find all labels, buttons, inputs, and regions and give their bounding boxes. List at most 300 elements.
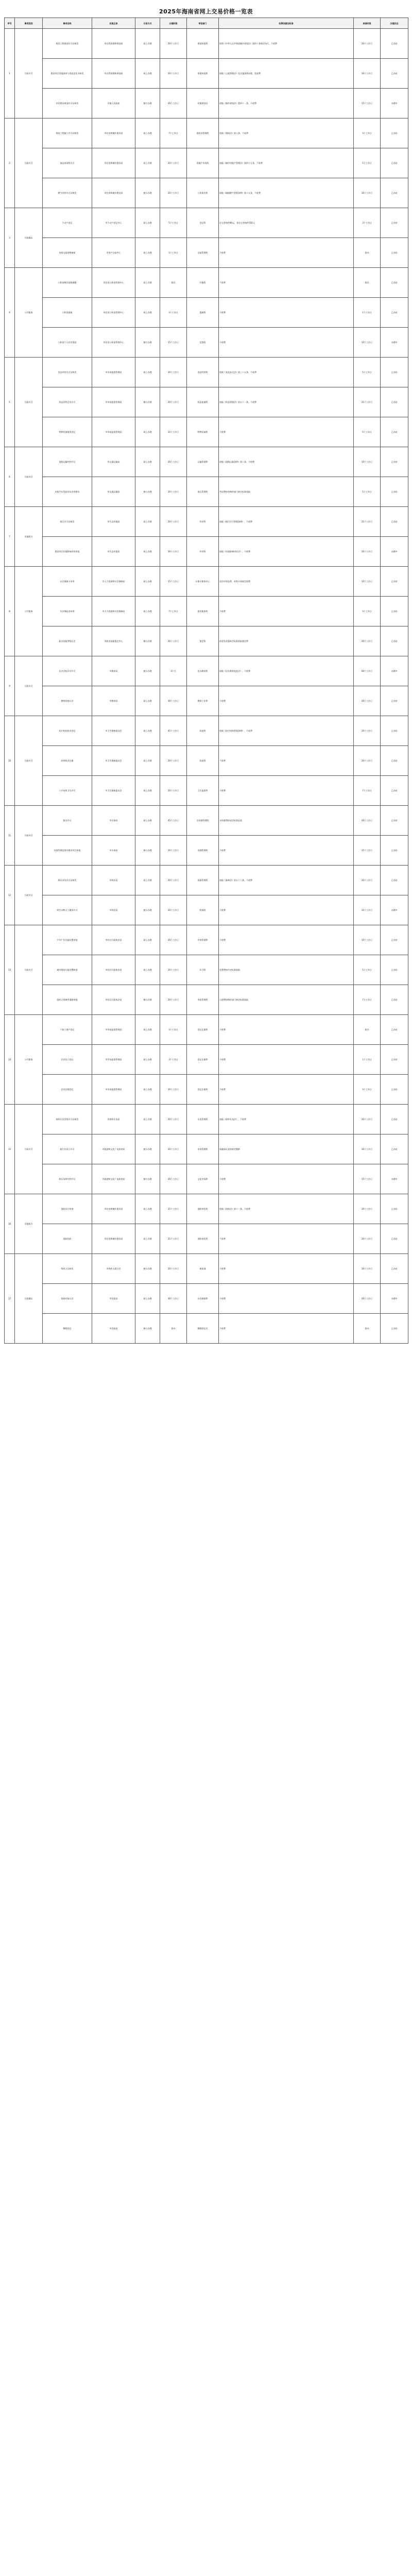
name-cell: 消防验收 [43, 1224, 92, 1254]
name-cell: 取水许可 [43, 806, 92, 836]
dept-cell: 环评科 [187, 507, 219, 537]
status-cell: 已办结 [381, 567, 408, 597]
table-row [5, 866, 408, 895]
status-cell: 已办结 [381, 597, 408, 626]
body-cell: 市生态环境局 [92, 537, 135, 567]
basis-cell: 依据《城市房地产管理法》第四十五条，不收费 [219, 148, 354, 178]
name-cell: 公积金个人住房贷款 [43, 328, 92, 358]
promise-cell: 5个工作日 [354, 358, 381, 387]
category-cell: 行政许可 [15, 866, 43, 925]
category-cell: 行政许可 [15, 716, 43, 806]
mode-cell: 窗口办理 [135, 1254, 160, 1284]
table-row [5, 716, 408, 746]
table-row [5, 1194, 408, 1224]
status-cell: 已办结 [381, 358, 408, 387]
basis-cell: 处置费按市定标准收取 [219, 955, 354, 985]
promise-cell: 10个工作日 [354, 1224, 381, 1254]
basis-cell: 按省发改委核定标准收取鉴定费 [219, 626, 354, 656]
basis-cell: 住宅类每件80元，非住宅类每件550元 [219, 208, 354, 238]
basis-cell: 依据《烟草专卖法》，不收费 [219, 1105, 354, 1134]
body-cell: 市住房公积金管理中心 [92, 328, 135, 358]
row-number-cell: 7 [5, 507, 15, 567]
body-cell: 市旅游和文化广电体育局 [92, 1164, 135, 1194]
body-cell: 市人力资源和社会保障局 [92, 567, 135, 597]
name-cell: 医师执业注册 [43, 746, 92, 776]
limit-cell: 20个工作日 [160, 89, 187, 118]
body-cell: 市残疾人联合会 [92, 1254, 135, 1284]
basis-cell: 依据《城乡规划法》第四十一条，不收费 [219, 89, 354, 118]
basis-cell: 不收费 [219, 1284, 354, 1314]
mode-cell: 网上办理 [135, 447, 160, 477]
dept-cell: 市容管理科 [187, 925, 219, 955]
promise-cell: 60个工作日 [354, 656, 381, 686]
body-cell: 市住房公积金管理中心 [92, 268, 135, 298]
mode-cell: 窗口办理 [135, 895, 160, 925]
dept-cell: 康复部 [187, 1254, 219, 1284]
column-header: 承诺时限 [354, 18, 381, 29]
status-cell: 已办结 [381, 925, 408, 955]
column-header: 审批部门 [187, 18, 219, 29]
status-cell: 已办结 [381, 746, 408, 776]
row-number-cell: 17 [5, 1254, 15, 1344]
basis-cell: 不收费 [219, 1015, 354, 1045]
dept-cell: 就业服务科 [187, 597, 219, 626]
table-row [5, 1045, 408, 1075]
limit-cell: 20个工作日 [160, 387, 187, 417]
mode-cell: 网上办理 [135, 148, 160, 178]
promise-cell: 7个工作日 [354, 985, 381, 1015]
mode-cell: 窗口办理 [135, 387, 160, 417]
status-cell: 已办结 [381, 1314, 408, 1344]
limit-cell: 20个工作日 [160, 746, 187, 776]
basis-cell: 不收费 [219, 686, 354, 716]
promise-cell: 15个工作日 [354, 836, 381, 866]
limit-cell: 20个工作日 [160, 985, 187, 1015]
promise-cell: 10个工作日 [354, 1105, 381, 1134]
name-cell: 残疾人证核发 [43, 1254, 92, 1284]
dept-cell: 登记科 [187, 208, 219, 238]
basis-cell: 占道费按物价部门核定标准收取 [219, 985, 354, 1015]
limit-cell: 即办 [160, 1314, 187, 1344]
promise-cell: 10个工作日 [354, 178, 381, 208]
column-header: 收费依据及标准 [219, 18, 354, 29]
promise-cell: 10个工作日 [354, 1134, 381, 1164]
name-cell: 失业保险金申领 [43, 597, 92, 626]
dept-cell: 河湖管理科 [187, 836, 219, 866]
name-cell: 烟草专卖零售许可证核发 [43, 1105, 92, 1134]
dept-cell: 登记注册科 [187, 1015, 219, 1045]
basis-cell: 依据《森林法》第五十六条，不收费 [219, 866, 354, 895]
name-cell: 燃气经营许可证核发 [43, 178, 92, 208]
table-row [5, 328, 408, 358]
mode-cell: 网上办理 [135, 955, 160, 985]
dept-cell: 卫生监督所 [187, 776, 219, 806]
name-cell: 乡村建设规划许可证核发 [43, 89, 92, 118]
mode-cell: 窗口办理 [135, 985, 160, 1015]
status-cell: 办理中 [381, 89, 408, 118]
promise-cell: 10个工作日 [354, 1194, 381, 1224]
body-cell: 市自然资源和规划局 [92, 59, 135, 89]
limit-cell: 7个工作日 [160, 118, 187, 148]
body-cell: 市住房和城乡建设局 [92, 118, 135, 148]
table-row [5, 1164, 408, 1194]
category-cell: 行政许可 [15, 925, 43, 1015]
mode-cell: 窗口办理 [135, 1164, 160, 1194]
limit-cell: 10个工作日 [160, 148, 187, 178]
category-cell: 行政许可 [15, 118, 43, 208]
limit-cell: 10个工作日 [160, 477, 187, 507]
mode-cell: 网上办理 [135, 208, 160, 238]
body-cell: 市人力资源和社会保障局 [92, 597, 135, 626]
limit-cell: 45个工作日 [160, 806, 187, 836]
document-title: 2025年海南省网上交易价格一览表 [159, 8, 253, 15]
promise-cell: 20个工作日 [354, 716, 381, 746]
mode-cell: 网上办理 [135, 1224, 160, 1254]
promise-cell: 15个工作日 [354, 895, 381, 925]
basis-cell: 依据《消防法》第十一条，不收费 [219, 1194, 354, 1224]
promise-cell: 10个工作日 [354, 1254, 381, 1284]
status-cell: 已办结 [381, 716, 408, 746]
name-cell: 排污许可证核发 [43, 507, 92, 537]
status-cell: 已办结 [381, 985, 408, 1015]
row-number-cell: 6 [5, 447, 15, 507]
dept-cell: 交易管理科 [187, 238, 219, 268]
status-cell: 办理中 [381, 1164, 408, 1194]
dept-cell: 市政管理科 [187, 985, 219, 1015]
limit-cell: 3个工作日 [160, 298, 187, 328]
promise-cell: 3个工作日 [354, 597, 381, 626]
row-number-cell: 16 [5, 1194, 15, 1254]
body-cell: 市市场监督管理局 [92, 417, 135, 447]
mode-cell: 窗口办理 [135, 1134, 160, 1164]
mode-cell: 窗口办理 [135, 836, 160, 866]
promise-cell: 7个工作日 [354, 776, 381, 806]
basis-cell: 不收费 [219, 1045, 354, 1075]
body-cell: 市市场监督管理局 [92, 358, 135, 387]
promise-cell: 20个工作日 [354, 1284, 381, 1314]
body-cell: 市卫生健康委员会 [92, 716, 135, 746]
name-cell: 企业注销登记 [43, 1075, 92, 1105]
limit-cell: 5个工作日 [160, 208, 187, 238]
mode-cell: 网上办理 [135, 746, 160, 776]
basis-cell: 不收费 [219, 238, 354, 268]
promise-cell: 5个工作日 [354, 955, 381, 985]
promise-cell: 即办 [354, 1314, 381, 1344]
status-cell: 已办结 [381, 118, 408, 148]
status-cell: 已办结 [381, 1254, 408, 1284]
basis-cell: 依据《环境影响评价法》，不收费 [219, 537, 354, 567]
name-cell: 医疗机构执业登记 [43, 716, 92, 746]
promise-cell: 即办 [354, 238, 381, 268]
mode-cell: 网上办理 [135, 866, 160, 895]
mode-cell: 网上办理 [135, 268, 160, 298]
table-row [5, 447, 408, 477]
promise-cell: 5个工作日 [354, 417, 381, 447]
dept-cell: 市场管理科 [187, 1134, 219, 1164]
mode-cell: 窗口办理 [135, 626, 160, 656]
body-cell: 市住房和城乡建设局 [92, 1194, 135, 1224]
name-cell: 建设项目用地预审与选址意见书核发 [43, 59, 92, 89]
body-cell: 市房产交易中心 [92, 238, 135, 268]
table-row [5, 567, 408, 597]
category-cell: 行政确认 [15, 1254, 43, 1344]
basis-cell: 依据《道路运输条例》第十条，不收费 [219, 447, 354, 477]
column-header: 办理时限 [160, 18, 187, 29]
mode-cell: 网上办理 [135, 567, 160, 597]
dept-cell: 专卖管理科 [187, 1105, 219, 1134]
promise-cell: 即办 [354, 1015, 381, 1045]
column-header: 序号 [5, 18, 15, 29]
limit-cell: 20个工作日 [160, 955, 187, 985]
mode-cell: 网上办理 [135, 1194, 160, 1224]
name-cell: 建设项目环境影响评价审批 [43, 537, 92, 567]
mode-cell: 网上办理 [135, 298, 160, 328]
body-cell: 市卫生健康委员会 [92, 776, 135, 806]
row-number-cell: 12 [5, 866, 15, 925]
mode-cell: 窗口办理 [135, 477, 160, 507]
status-cell: 办理中 [381, 656, 408, 686]
table-row [5, 148, 408, 178]
name-cell: 婚姻登记 [43, 1314, 92, 1344]
table-row [5, 537, 408, 567]
name-cell: 临时占用城市道路审批 [43, 985, 92, 1015]
limit-cell: 20个工作日 [160, 447, 187, 477]
mode-cell: 网上办理 [135, 1015, 160, 1045]
promise-cell: 5个工作日 [354, 148, 381, 178]
dept-cell: 信贷科 [187, 328, 219, 358]
table-row [5, 178, 408, 208]
table-row [5, 955, 408, 985]
table-row [5, 1254, 408, 1284]
promise-cell: 20个工作日 [354, 537, 381, 567]
body-cell: 市不动产登记中心 [92, 208, 135, 238]
body-cell: 市教育局 [92, 686, 135, 716]
dept-cell: 文化市场科 [187, 1164, 219, 1194]
mode-cell: 窗口办理 [135, 328, 160, 358]
column-header: 事项类别 [15, 18, 43, 29]
mode-cell: 网上办理 [135, 29, 160, 59]
limit-cell: 20个工作日 [160, 1164, 187, 1194]
name-cell: 特种设备使用登记 [43, 417, 92, 447]
promise-cell: 即办 [354, 268, 381, 298]
table-header-row [5, 18, 408, 29]
mode-cell: 网上办理 [135, 507, 160, 537]
status-cell: 已办结 [381, 1045, 408, 1075]
table-row [5, 1134, 408, 1164]
dept-cell: 村镇规划办 [187, 89, 219, 118]
status-cell: 已办结 [381, 387, 408, 417]
dept-cell: 消防审验科 [187, 1224, 219, 1254]
limit-cell: 15个工作日 [160, 417, 187, 447]
basis-cell: 不收费 [219, 1075, 354, 1105]
table-row [5, 1015, 408, 1045]
status-cell: 办理中 [381, 895, 408, 925]
limit-cell: 15个工作日 [160, 1194, 187, 1224]
status-cell: 已办结 [381, 59, 408, 89]
table-body [5, 29, 408, 1344]
promise-cell: 3个工作日 [354, 118, 381, 148]
status-cell: 已办结 [381, 208, 408, 238]
status-cell: 办理中 [381, 1284, 408, 1314]
table-row [5, 1284, 408, 1314]
basis-cell: 依据《排污许可管理条例》，不收费 [219, 507, 354, 537]
name-cell: 商品房预售许可 [43, 148, 92, 178]
name-cell: 民办学校办学许可 [43, 656, 92, 686]
dept-cell: 民办教育科 [187, 656, 219, 686]
row-number-cell: 15 [5, 1105, 15, 1194]
mode-cell: 网上办理 [135, 776, 160, 806]
table-row [5, 268, 408, 298]
status-cell: 已办结 [381, 417, 408, 447]
name-cell: 房屋交易网签备案 [43, 238, 92, 268]
body-cell: 市职业技能鉴定中心 [92, 626, 135, 656]
dept-cell: 环卫科 [187, 955, 219, 985]
promise-cell: 15个工作日 [354, 507, 381, 537]
table-row [5, 118, 408, 148]
name-cell: 社会保障卡申领 [43, 567, 92, 597]
table-row [5, 208, 408, 238]
dept-cell: 建筑业管理科 [187, 118, 219, 148]
limit-cell: 15个工作日 [160, 567, 187, 597]
name-cell: 户外广告设施设置审批 [43, 925, 92, 955]
dept-cell: 社会救助科 [187, 1284, 219, 1314]
limit-cell: 30个工作日 [160, 686, 187, 716]
body-cell: 市综合行政执法局 [92, 955, 135, 985]
table-row [5, 1105, 408, 1134]
limit-cell: 20个工作日 [160, 29, 187, 59]
name-cell: 道路运输经营许可 [43, 447, 92, 477]
status-cell: 已办结 [381, 776, 408, 806]
name-cell: 企业设立登记 [43, 1045, 92, 1075]
limit-cell: 45个工作日 [160, 716, 187, 746]
category-cell: 公共服务 [15, 268, 43, 358]
table-row [5, 806, 408, 836]
status-cell: 已办结 [381, 148, 408, 178]
basis-cell: 按照《中华人民共和国城乡规划法》第四十条规定执行，不收费 [219, 29, 354, 59]
status-cell: 已办结 [381, 1105, 408, 1134]
price-table [4, 18, 408, 1344]
body-cell: 市教育局 [92, 656, 135, 686]
name-cell: 低保对象认定 [43, 1284, 92, 1314]
body-cell: 市旅游和文化广电体育局 [92, 1134, 135, 1164]
row-number-cell: 10 [5, 716, 15, 806]
basis-cell: 不收费 [219, 776, 354, 806]
limit-cell: 20个工作日 [160, 178, 187, 208]
promise-cell: 15个工作日 [354, 89, 381, 118]
status-cell: 已办结 [381, 836, 408, 866]
name-cell: 公共场所卫生许可 [43, 776, 92, 806]
dept-cell: 公用事业科 [187, 178, 219, 208]
table-row [5, 59, 408, 89]
basis-cell: 不收费 [219, 298, 354, 328]
promise-cell: 1个工作日 [354, 298, 381, 328]
promise-cell: 10个工作日 [354, 746, 381, 776]
table-row [5, 925, 408, 955]
body-cell: 市住房和城乡建设局 [92, 148, 135, 178]
promise-cell: 3个工作日 [354, 1075, 381, 1105]
dept-cell: 教师工作科 [187, 686, 219, 716]
name-cell: 河道管理范围内建设项目审批 [43, 836, 92, 866]
body-cell: 市市场监督管理局 [92, 1015, 135, 1045]
mode-cell: 网上办理 [135, 417, 160, 447]
name-cell: 药品零售企业许可 [43, 387, 92, 417]
category-cell: 行政许可 [15, 447, 43, 507]
table-row [5, 626, 408, 656]
mode-cell: 网上办理 [135, 925, 160, 955]
basis-cell: 不收费 [219, 746, 354, 776]
status-cell: 已办结 [381, 29, 408, 59]
table-row [5, 746, 408, 776]
table-row [5, 238, 408, 268]
promise-cell: 20个工作日 [354, 806, 381, 836]
basis-cell: 不收费 [219, 417, 354, 447]
status-cell: 已办结 [381, 298, 408, 328]
dept-cell: 归集科 [187, 268, 219, 298]
category-cell: 行政许可 [15, 358, 43, 447]
name-cell: 建设工程规划许可证核发 [43, 29, 92, 59]
dept-cell: 资源管理科 [187, 866, 219, 895]
basis-cell: 不收费 [219, 1254, 354, 1284]
table-row [5, 1075, 408, 1105]
limit-cell: 20个工作日 [160, 1254, 187, 1284]
basis-cell: 不收费 [219, 597, 354, 626]
limit-cell: 20个工作日 [160, 836, 187, 866]
limit-cell: 20个工作日 [160, 1134, 187, 1164]
category-cell: 行政许可 [15, 656, 43, 716]
limit-cell: 20个工作日 [160, 895, 187, 925]
status-cell: 已办结 [381, 268, 408, 298]
dept-cell: 运输管理科 [187, 447, 219, 477]
body-cell: 市水务局 [92, 836, 135, 866]
status-cell: 已办结 [381, 626, 408, 656]
name-cell: 出租汽车驾驶员从业资格证 [43, 477, 92, 507]
table-row [5, 1314, 408, 1344]
limit-cell: 3个工作日 [160, 1045, 187, 1075]
category-cell: 行政许可 [15, 1105, 43, 1194]
category-cell: 其他权力 [15, 507, 43, 567]
basis-cell: 不收费 [219, 895, 354, 925]
row-number-cell: 2 [5, 118, 15, 208]
basis-cell: 不收费 [219, 1164, 354, 1194]
limit-cell: 1个工作日 [160, 238, 187, 268]
limit-cell: 20个工作日 [160, 776, 187, 806]
status-cell: 办理中 [381, 537, 408, 567]
mode-cell: 网上办理 [135, 1045, 160, 1075]
body-cell: 市水务局 [92, 806, 135, 836]
promise-cell: 5个工作日 [354, 477, 381, 507]
body-cell: 乡镇人民政府 [92, 89, 135, 118]
limit-cell: 20个工作日 [160, 507, 187, 537]
dept-cell: 客运管理科 [187, 477, 219, 507]
mode-cell: 网上办理 [135, 59, 160, 89]
limit-cell: 15个工作日 [160, 1224, 187, 1254]
row-number-cell: 3 [5, 208, 15, 268]
dept-cell: 药品流通科 [187, 387, 219, 417]
dept-cell: 医政科 [187, 716, 219, 746]
mode-cell: 窗口办理 [135, 656, 160, 686]
promise-cell: 20个工作日 [354, 626, 381, 656]
body-cell: 市烟草专卖局 [92, 1105, 135, 1134]
table-row [5, 358, 408, 387]
basis-cell: 质量保证金按规定缴纳 [219, 1134, 354, 1164]
status-cell: 已办结 [381, 1224, 408, 1254]
limit-cell: 3个月 [160, 656, 187, 686]
body-cell: 市林业局 [92, 895, 135, 925]
promise-cell: 10个工作日 [354, 866, 381, 895]
dept-cell: 房地产市场科 [187, 148, 219, 178]
dept-cell: 提取科 [187, 298, 219, 328]
table-row [5, 985, 408, 1015]
